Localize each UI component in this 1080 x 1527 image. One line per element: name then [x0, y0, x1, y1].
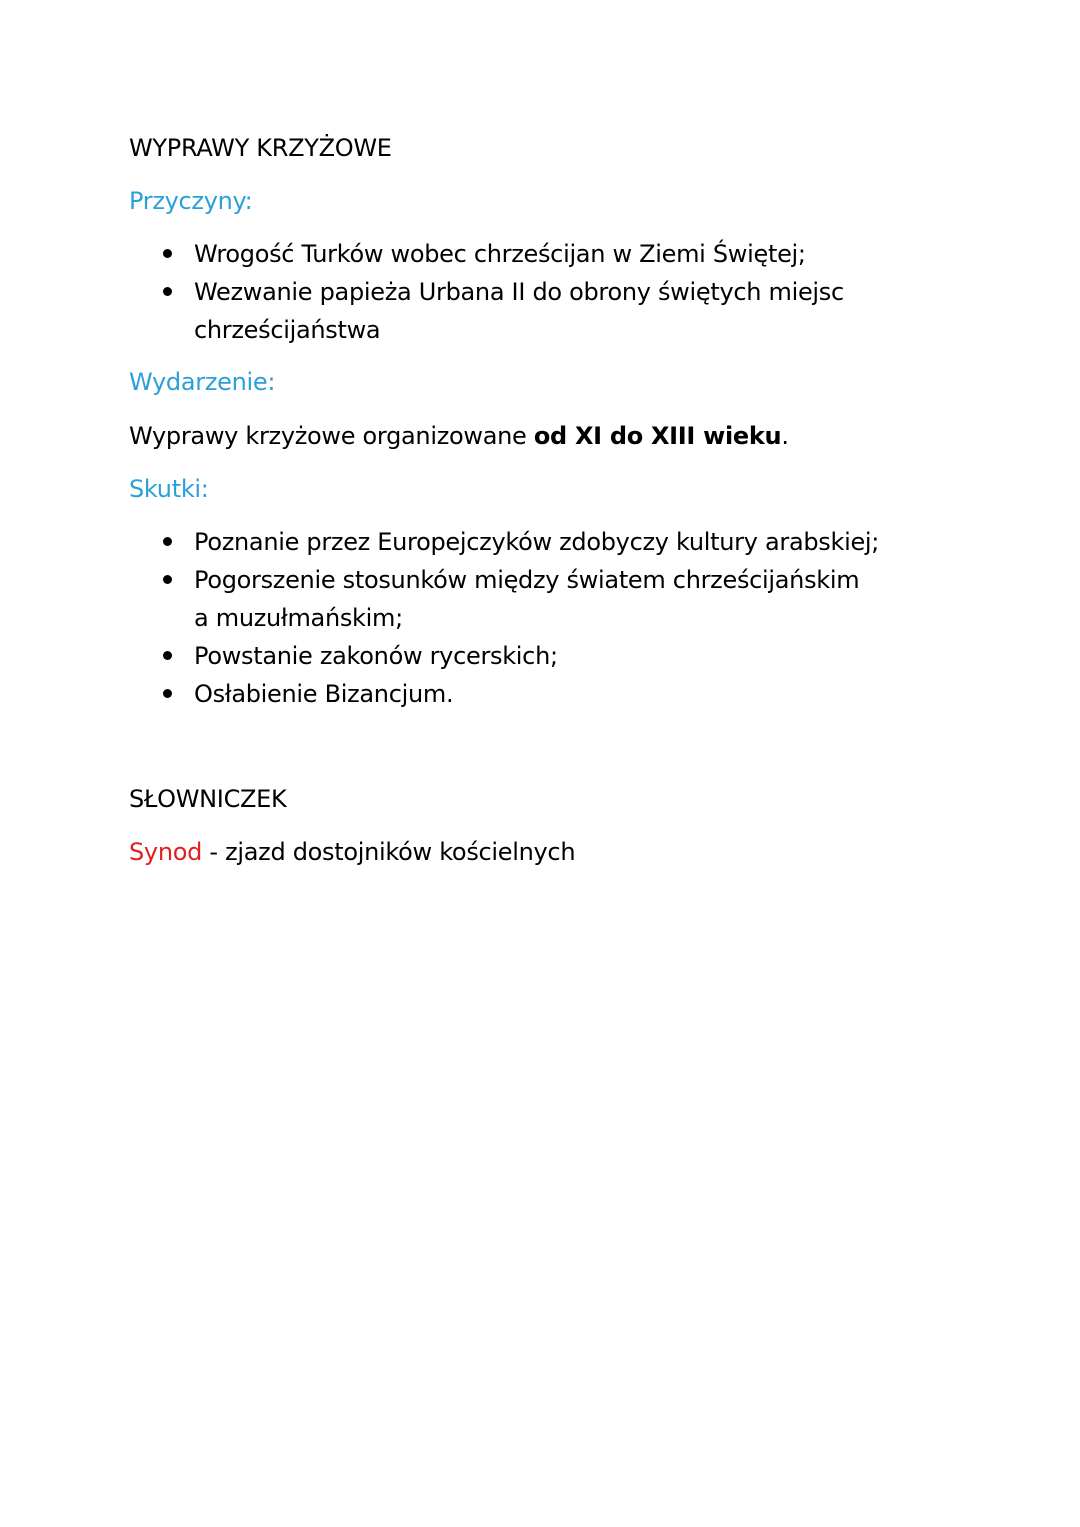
bullet-icon	[163, 575, 172, 584]
bullet-icon	[163, 689, 172, 698]
list-item: Osłabienie Bizancjum.	[160, 675, 879, 713]
bullet-icon	[163, 249, 172, 258]
event-text: Wyprawy krzyżowe organizowane od XI do XIII wieku.	[129, 422, 789, 450]
list-item: Wezwanie papieża Urbana II do obrony świętych miejsc	[160, 273, 844, 311]
glossary-entry: Synod - zjazd dostojników kościelnych	[129, 838, 576, 866]
bullet-icon	[163, 287, 172, 296]
glossary-definition: zjazd dostojników kościelnych	[225, 838, 576, 866]
bullet-icon	[163, 651, 172, 660]
causes-heading: Przyczyny:	[129, 187, 253, 215]
list-item: Poznanie przez Europejczyków zdobyczy kultury arabskiej;	[160, 523, 879, 561]
list-item-continuation: chrześcijaństwa	[194, 316, 381, 344]
list-item: Powstanie zakonów rycerskich;	[160, 637, 879, 675]
event-heading: Wydarzenie:	[129, 368, 276, 396]
document-title: WYPRAWY KRZYŻOWE	[129, 134, 392, 162]
list-item-continuation: a muzułmańskim;	[194, 604, 403, 632]
bullet-icon	[163, 537, 172, 546]
list-item: Pogorszenie stosunków między światem chrześcijańskim	[160, 561, 879, 599]
glossary-term: Synod	[129, 838, 203, 866]
effects-heading: Skutki:	[129, 475, 209, 503]
event-period: od XI do XIII wieku	[533, 422, 782, 450]
glossary-title: SŁOWNICZEK	[129, 785, 287, 813]
effects-list	[160, 523, 879, 713]
causes-list	[160, 235, 844, 349]
list-item: Wrogość Turków wobec chrześcijan w Ziemi Świętej;	[160, 235, 844, 273]
